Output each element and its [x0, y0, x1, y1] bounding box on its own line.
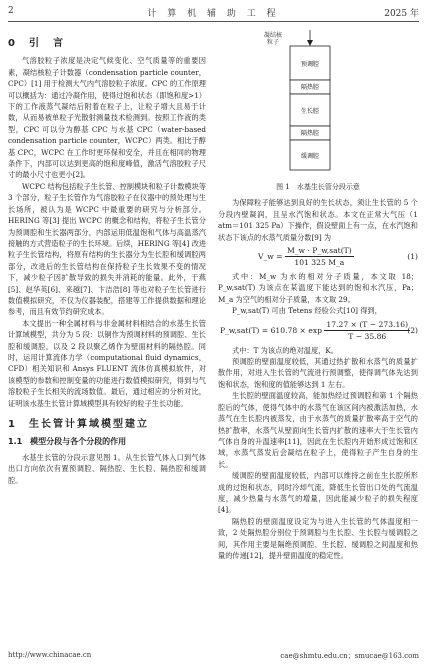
section-heading-intro: 0 引 言 [8, 38, 65, 49]
segment-label: 缓调腔 [300, 153, 320, 160]
inlet-label: 凝结核粒子 [263, 32, 282, 46]
growth-tube-diagram [288, 30, 348, 178]
right-column [218, 28, 418, 561]
page-number: 2 [8, 6, 14, 16]
paragraph: 式中：T 为该点的绝对温度，K。 [232, 345, 338, 355]
equation-lhs: P_w,sat(T) = 610.78 × exp [220, 325, 322, 335]
equation-1 [218, 243, 418, 271]
paragraph: 缓调腔的壁面温度较低，内部可以维持之前在生长腔所形成的过饱和状态，同时冷却气流，降低生长管出口处的气流温度，减少热量与水蒸气的增量，因此能减少粒子的损失程度[4]。 [218, 471, 418, 515]
segment-label: 预调腔 [300, 61, 320, 68]
paragraph: 生长腔的壁面温度较高，能加热经过预调腔和第 1 个隔热腔后的气体，使得气体中的水蒸气在该区间内被激活加热，水蒸气在生长腔内被蒸发，由于水蒸气的质量扩散率高于空气的热扩散率，水蒸气从壁面向生长管内扩散的速率大于生长管内气体自身的升温速率[11]，因此在生长腔内开始形成过饱和区域，水蒸气蒸发后会凝结在粒子上，使得粒子产生自身的生长。 [218, 391, 418, 469]
journal-title: 计 算 机 辅 助 工 程 [147, 9, 280, 19]
paragraph: P_w,sat(T) 可由 Tetens 经验公式[10] 得到， [232, 306, 382, 316]
segment-label: 隔热腔 [300, 130, 320, 137]
equation-fraction [285, 245, 354, 269]
paragraph: 式中：M_w 为水的相对分子质量，本文取 18；P_w,sat(T) 为该点在某温度下能达到的饱和水汽压，Pa；M_a 为空气的相对分子质量，本文取 29。 [218, 272, 418, 304]
equation-denominator: 101 325 M_a [294, 258, 345, 268]
section-heading-model: 1 生长管计算域模型建立 [8, 419, 149, 430]
paragraph: 本文提出一种全属材料与非金属材料相结合的水基生长管计算域模型，共分为 5 段：以铜作为预调材料的预调腔、生长腔和缓调腔，以及 2 段以聚乙烯作为壁面材料的隔热腔。同时，运用计算流体力学（computational fluid dynamics，CFD）相关知识和 Ansys FLUENT 流体仿真模拟软件，对该模型的参数和控制变量的功能进行数值模拟研究，得到与气溶胶粒子生长相关的流场数值。最后，通过相应的分析对比，证明该水基生长管计算域模型具有较好的粒子生长功能。 [8, 318, 206, 408]
equation-number: (2) [407, 325, 418, 335]
paragraph: 预调腔的壁面温度较低，其通过热扩散和水蒸气的质量扩散作用，对进入生长管的气流进行预调整，使得调气体先达到饱和状态，饱和度的值能够达到 1 左右。 [218, 357, 418, 389]
footer-website-link[interactable]: http://www.chinacae.cn [8, 651, 92, 659]
equation-2 [218, 317, 418, 345]
header-rule [8, 21, 419, 22]
page-footer [8, 651, 419, 663]
paragraph: 气溶胶粒子浓度是决定气候变化、空气质量等的重要因素，凝结核粒子计数器（condensation particle counter，CPC）[1] 用于检测大气内气溶胶粒子浓度。CPC 的工作原理可以概括为：通过冷凝作用，使得过饱和状态（即饱和度>1）下的工作液蒸气凝结后附着在粒子上，让粒子增大且易于计数，从而易被单粒子光散射测量技术检测到。按照工作液的类型，CPC 可以分为醇基 CPC 与水基 CPC（water-based condensation particle counter，WCPC）两类。相比于醇基 CPC，WCPC 在工作时更环保和安全，并且在相同的物理条件下，内部可以达到更高的饱和度峰值，激活气溶胶粒子尺寸的最小尺寸也更小[2]。 [8, 56, 206, 180]
running-header [8, 6, 419, 20]
footer-email[interactable]: cae@shmtu.edu.cn；smucae@163.com [280, 652, 419, 660]
equation-denominator: T − 35.86 [348, 332, 387, 342]
left-column [8, 28, 206, 486]
equation-number: (1) [407, 252, 418, 262]
journal-year: 2025 年 [384, 9, 419, 19]
equation-numerator: M_w · P_w,sat(T) [285, 245, 354, 257]
segment-label: 生长腔 [300, 108, 320, 115]
equation-numerator: 17.27 × (T − 273.16) [324, 319, 410, 331]
segment-label: 隔热腔 [300, 84, 320, 91]
figure-caption: 图 1 水基生长管分段示意 [276, 183, 360, 191]
paragraph: WCPC 结构包括粒子生长管、控制模块和粒子计数模块等 3 个部分，粒子生长管作为气溶胶粒子在仪器中的预处理与生长场所，被认为是 WCPC 中最重要的研究与分析部分。HERING 等[3] 提出 WCPC 的概念和结构，将粒子生长管分为预调腔和生长器两部分，内部运用低温饱和气体与高温蒸汽接触的方式营造粒子的生长环境。后续，HERING 等[4] 改进粒子生长管结构，将原有结构的生长器分为生长腔和缓调腔两部分，改进后的生长管结构在保持粒子生长效果不变的情况下，减少粒子因扩散导致的损失并消耗的能量。此外，于燕[5]、赵华英[6]、来越[7]、卞洁浩[8] 等也对粒子生长管进行数值模拟研究，不仅为仪器装配，搭建等工作提供数据和理论参考，而且有效节约研究成本。 [8, 181, 206, 317]
figure-1 [218, 28, 418, 178]
subsection-heading: 1.1 模型分段与各个分段的作用 [8, 437, 127, 447]
equation-lhs: V_w = [258, 251, 283, 261]
paragraph: 隔热腔的壁面温度设定为与进入生长管的气体温度相一致，2 处隔热腔分别位于预调腔与生长腔、生长腔与缓调腔之间，其作用主要是隔绝预调腔、生长腔、缓调腔之间温度和热量的传递[12]，提升壁面温度的稳定性。 [218, 516, 418, 560]
equation-fraction [324, 319, 410, 343]
paragraph: 水基生长管的分段示意见图 1。从生长管气体入口到气体出口方向依次有置预调腔、隔热腔、生长腔、隔热腔和缓调腔。 [8, 452, 206, 485]
paragraph: 为保障粒子能够达到良好的生长状态，须让生长管的 5 个分段内壁凝润，且呈水汽饱和状态。本文在正常大气压（1 atm＝101 325 Pa）下操作，假设壁面上有一点，在水汽饱和状态下该点的水蒸气质量分数[9] 为 [218, 198, 418, 242]
